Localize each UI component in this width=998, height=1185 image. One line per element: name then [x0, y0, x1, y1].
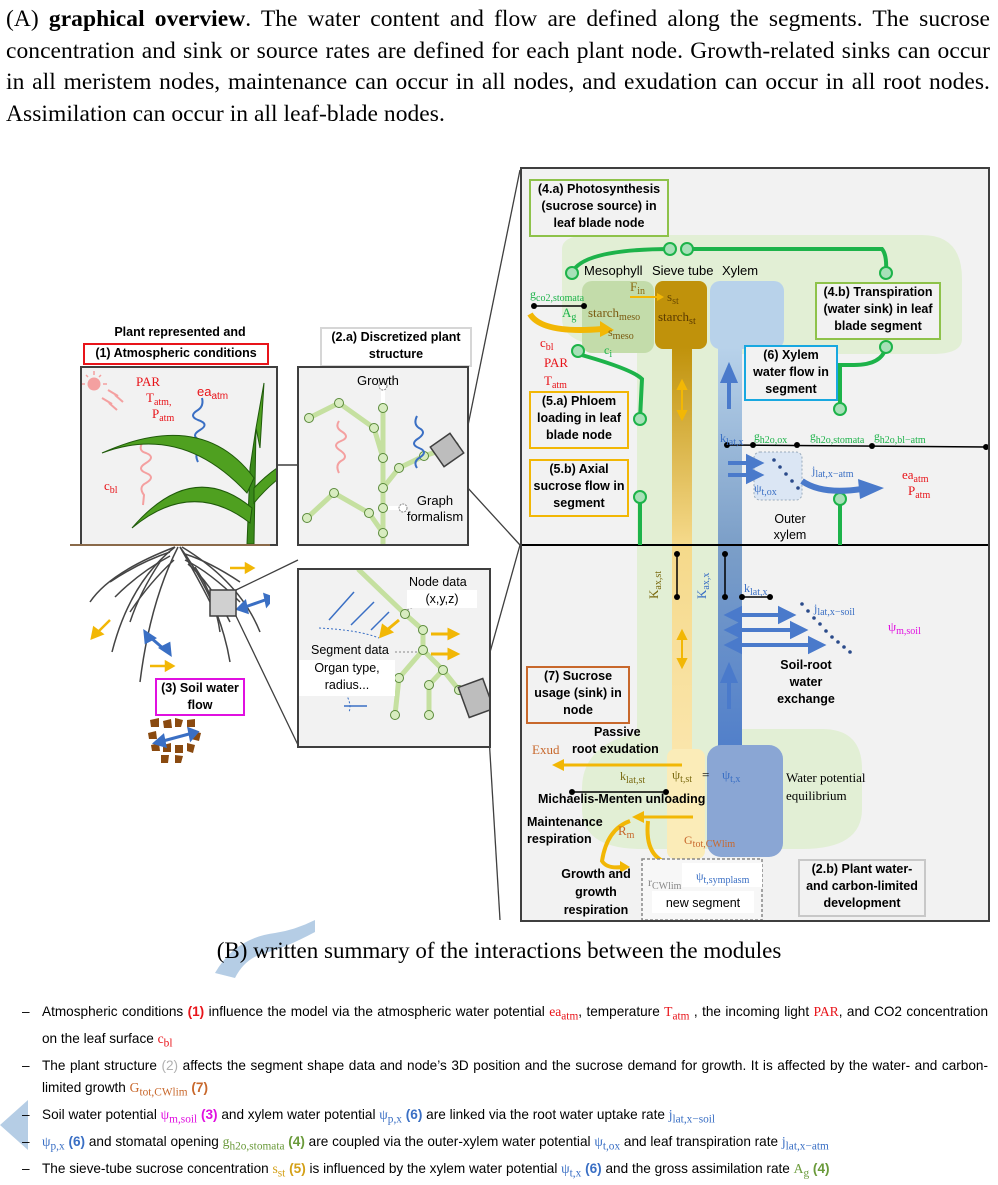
plant-frame — [80, 366, 278, 546]
co2-squiggle — [141, 443, 151, 505]
summary-list — [22, 1001, 988, 1185]
plant-panel-title: Plant represented and — [95, 324, 265, 340]
par-detail-symbol: PAR — [544, 355, 569, 370]
summary-item — [22, 1055, 988, 1104]
psi-t-x-symbol: $\psi_{t,x}$ — [722, 767, 741, 785]
discretized-structure-label: (2.a) Discretized plant structure — [320, 327, 472, 367]
summary-item — [22, 1131, 988, 1158]
sucrose-usage-label: (7) Sucrose usage (sink) in node — [526, 666, 630, 724]
node-data-label: Node data — [409, 575, 467, 589]
photosynthesis-label: (4.a) Photosynthesis (sucrose source) in leaf blade node — [529, 179, 669, 237]
detail-frame — [520, 167, 990, 922]
r-m-symbol: $R_m$ — [618, 823, 635, 841]
bullet-dash: – — [22, 1133, 30, 1149]
segment-data-label: Segment data — [311, 643, 389, 657]
bullet-dash: – — [22, 1058, 30, 1074]
bullet-dash: – — [22, 1004, 30, 1019]
sieve-tube-header: Sieve tube — [652, 263, 714, 278]
summary-text: The sieve-tube sucrose concentration $s_{st}$ (5) is influenced by the xylem water potential $\psi_{t,x}$ (6) and the gross assimilation rate $A_g$ (4) — [42, 1161, 830, 1180]
f-in-symbol: $F_{in}$ — [630, 279, 646, 297]
p-atm-symbol: $P_{atm}$ — [152, 406, 175, 424]
root-zoom-square — [210, 590, 236, 616]
growth-respiration-label: Growth and growth respiration — [561, 867, 631, 917]
maize-plant-illustration — [82, 368, 276, 544]
organ-type-label: Organ type, radius... — [299, 660, 395, 696]
t-atm-detail-symbol: $T_{atm}$ — [544, 373, 567, 391]
water-equilibrium-label: Water potential equilibrium — [786, 770, 866, 803]
k-lat-x-symbol: $k_{lat,x}$ — [720, 431, 744, 448]
a-g-symbol: $A_g$ — [562, 305, 577, 323]
growth-label: Growth — [357, 373, 399, 388]
t-atm-symbol: $T_{atm,}$ — [146, 390, 172, 408]
ea-atm-detail-symbol: $ea_{atm}$ — [902, 467, 929, 485]
summary-item — [22, 1158, 988, 1185]
summary-item — [22, 1104, 988, 1131]
xylem-header: Xylem — [722, 263, 759, 278]
psi-m-soil-symbol: $\psi_{m,soil}$ — [888, 619, 921, 637]
node-zoom-square — [458, 679, 489, 718]
s-meso-symbol: $s_{meso}$ — [608, 325, 634, 342]
summary-text: $\psi_{p,x}$ (6) and stomatal opening $g_{h2o,stomata}$ (4) are coupled via the outer-xylem water potential $\psi_{t,ox}$ and leaf transpiration rate $j_{lat,x-atm}$ — [42, 1133, 829, 1153]
c-bl-symbol: $c_{bl}$ — [104, 478, 118, 496]
s-st-symbol: $s_{st}$ — [667, 289, 679, 307]
michaelis-menten-label: Michaelis-Menten unloading — [538, 792, 706, 806]
c-bl-detail-symbol: $c_{bl}$ — [540, 335, 554, 353]
p-atm-detail-symbol: $P_{atm}$ — [908, 483, 931, 501]
j-lat-soil-symbol: $j_{lat,x-soil}$ — [814, 601, 855, 618]
psi-t-st-symbol: $\psi_{t,st}$ — [672, 767, 693, 785]
maintenance-respiration-label: Maintenance respiration — [527, 815, 603, 846]
g-h2o-stomata-symbol: $g_{h2o,stomata}$ — [810, 431, 865, 446]
atmospheric-conditions-label: (1) Atmospheric conditions — [83, 343, 269, 365]
starch-meso-symbol: starch$_{meso}$ — [588, 305, 641, 323]
caption-bold: graphical overview — [48, 6, 246, 32]
g-h2o-ox-symbol: $g_{h2o,ox}$ — [754, 431, 788, 446]
summary-text: Soil water potential $\psi_{m,soil}$ (3) and xylem water potential $\psi_{p,x}$ (6) are linked via the root water uptake rate $j_{lat,x-soil}$ — [42, 1106, 716, 1126]
caption-b: (B) written summary of the interactions between the modules — [216, 938, 782, 963]
bullet-dash: – — [22, 1106, 30, 1122]
passive-label: Passive — [594, 725, 641, 739]
soil-root-exchange-label: Soil-root water exchange — [777, 658, 835, 706]
c-i-symbol: $c_i$ — [604, 343, 613, 360]
transpiration-label: (4.b) Transpiration (water sink) in leaf blade segment — [815, 282, 941, 340]
discretized-frame — [297, 366, 469, 546]
sun-icon — [82, 371, 123, 410]
g-h2o-bl-atm-symbol: $g_{h2o,bl-atm}$ — [874, 431, 926, 446]
summary-text: The plant structure (2) affects the segment shape data and node’s 3D position and the sucrose demand for growth. It is affected by the water- and carbon-limited growth $G_{tot,CWlim}$ (7) — [42, 1058, 988, 1099]
leaf-zoom-square — [430, 433, 463, 466]
k-lat-x-root-symbol: $k_{lat,x}$ — [744, 581, 768, 598]
phloem-loading-label: (5.a) Phloem loading in leaf blade node — [529, 391, 629, 449]
ea-atm-symbol: $ea_{atm}$ — [197, 384, 229, 402]
psi-t-symplasm-symbol: $\psi_{t,symplasm}$ — [696, 869, 750, 886]
root-exudation-label: root exudation — [572, 742, 659, 756]
j-lat-atm-symbol: $j_{lat,x-atm}$ — [812, 463, 854, 480]
g-tot-cwlim-symbol: $G_{tot,CWlim}$ — [684, 833, 736, 850]
water-arrow-icons — [145, 595, 270, 654]
axial-sucrose-flow-label: (5.b) Axial sucrose flow in segment — [529, 459, 629, 517]
root-zoom-frame — [297, 568, 491, 748]
xylem-water-flow-label: (6) Xylem water flow in segment — [744, 345, 838, 401]
summary-text: Atmospheric conditions (1) influence the model via the atmospheric water potential $ea_{atm}$, temperature $T_{atm}$ , the incoming light PAR, and CO2 concentration on the leaf surface $c_{bl}$ — [42, 1004, 989, 1050]
exud-symbol: Exud — [532, 742, 560, 757]
g-co2-symbol: $g_{co2,stomata}$ — [530, 287, 585, 304]
bullet-dash: – — [22, 1161, 30, 1177]
par-symbol: PAR — [136, 374, 161, 389]
starch-st-symbol: starch$_{st}$ — [658, 309, 696, 327]
node-coords-label: (x,y,z) — [407, 590, 477, 608]
graph-formalism-label: Graph formalism — [406, 493, 464, 524]
soil-particles-illustration — [145, 715, 210, 765]
mesophyll-header: Mesophyll — [584, 263, 643, 278]
soil-water-flow-label: (3) Soil water flow — [155, 678, 245, 716]
new-segment-label: new segment — [665, 896, 741, 910]
plant-development-label: (2.b) Plant water- and carbon-limited development — [798, 859, 926, 917]
summary-item — [22, 1001, 988, 1055]
psi-t-ox-symbol: $\psi_{t,ox}$ — [754, 481, 777, 498]
k-ax-st-symbol: $K_{ax,st}$ — [646, 571, 664, 599]
equals-symbol: = — [702, 767, 710, 782]
r-cwlim-symbol: $r_{CWlim}$ — [648, 875, 682, 892]
outer-xylem-label: Outer xylem — [773, 512, 807, 542]
k-ax-x-symbol: $K_{ax,x}$ — [694, 572, 712, 599]
caption-text: . The water content and flow are defined along the segments. The sucrose concentration and sink or source rates are defined for each plant node. Growth-related sinks can occur in all meristem nodes, maintenance can occur in all nodes, and exudation can occur in all root nodes. Assimilation can occur in all leaf-blade nodes. — [6, 6, 991, 127]
caption-a — [6, 4, 990, 130]
caption-prefix: (A) — [6, 6, 49, 32]
k-lat-st-symbol: $k_{lat,st}$ — [620, 769, 646, 786]
